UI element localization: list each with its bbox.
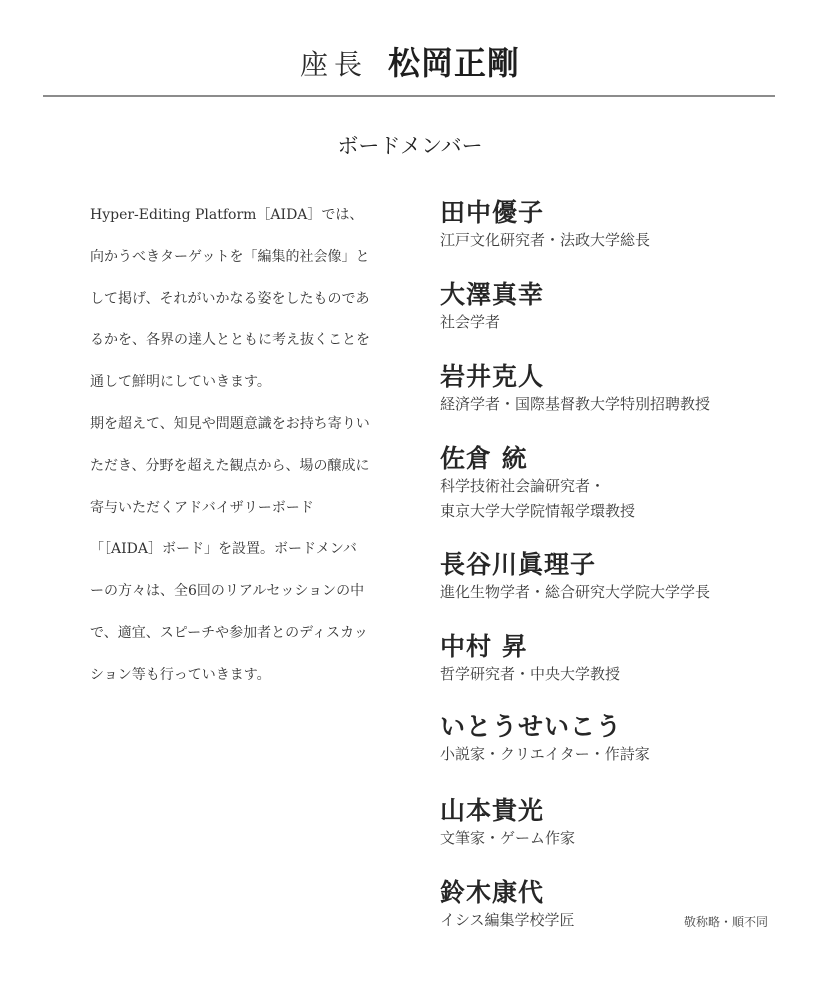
- chair-name: 松岡正剛: [388, 44, 521, 82]
- intro-text: [90, 195, 370, 697]
- member-name: 中村 昇: [440, 632, 528, 661]
- member-name: 長谷川眞理子: [440, 550, 597, 579]
- member-iwai: [440, 362, 710, 417]
- member-name: 山本貴光: [440, 796, 545, 825]
- member-nakamura: [440, 632, 620, 687]
- member-suzuki: [440, 878, 575, 933]
- member-yamamoto: [440, 796, 575, 851]
- chair-label: 座長: [299, 48, 368, 81]
- header-divider: [43, 95, 775, 97]
- member-role-line2: 東京大学大学院情報学環教授: [440, 502, 636, 520]
- member-name: 田中優子: [440, 198, 545, 227]
- member-role: 小説家・クリエイター・作詩家: [440, 745, 650, 763]
- page-header: [0, 38, 820, 84]
- member-role: 科学技術社会論研究者・: [440, 477, 606, 495]
- member-name: いとうせいこう: [440, 712, 623, 741]
- member-hasegawa: [440, 550, 710, 605]
- member-name: 大澤真幸: [440, 280, 545, 309]
- member-name: 鈴木康代: [440, 878, 545, 907]
- member-role: 経済学者・国際基督教大学特別招聘教授: [440, 395, 711, 413]
- footnote: 敬称略・順不同: [684, 915, 769, 929]
- member-role: 江戸文化研究者・法政大学総長: [440, 231, 651, 249]
- member-role: 進化生物学者・総合研究大学院大学学長: [440, 583, 711, 601]
- intro-paragraph-2: 期を超えて、知見や問題意識をお持ち寄りいただき、分野を超えた観点から、場の醸成に寄与いただくアドバイザリーボード「［AIDA］ボード」を設置。ボードメンバーの方々は、全6回のリアルセッションの中で、適宜、スピーチや参加者とのディスカッション等も行っていきます。: [90, 415, 370, 683]
- member-osawa: [440, 280, 544, 335]
- member-role: 社会学者: [440, 313, 501, 331]
- member-role: イシス編集学校学匠: [440, 911, 575, 929]
- member-tanaka: [440, 198, 650, 253]
- member-name: 佐倉 統: [440, 444, 528, 473]
- member-sakura: [440, 444, 635, 524]
- member-role: 文筆家・ゲーム作家: [440, 829, 576, 847]
- intro-paragraph-1: Hyper-Editing Platform［AIDA］では、向かうべきターゲットを「編集的社会像」として掲げ、それがいかなる姿をしたものであるかを、各界の達人とともに考え抜くことを通して鮮明にしていきます。: [90, 207, 370, 391]
- member-ito: [440, 712, 650, 767]
- section-title: ボードメンバー: [337, 134, 483, 158]
- member-role: 哲学研究者・中央大学教授: [440, 665, 621, 683]
- member-name: 岩井克人: [440, 362, 545, 391]
